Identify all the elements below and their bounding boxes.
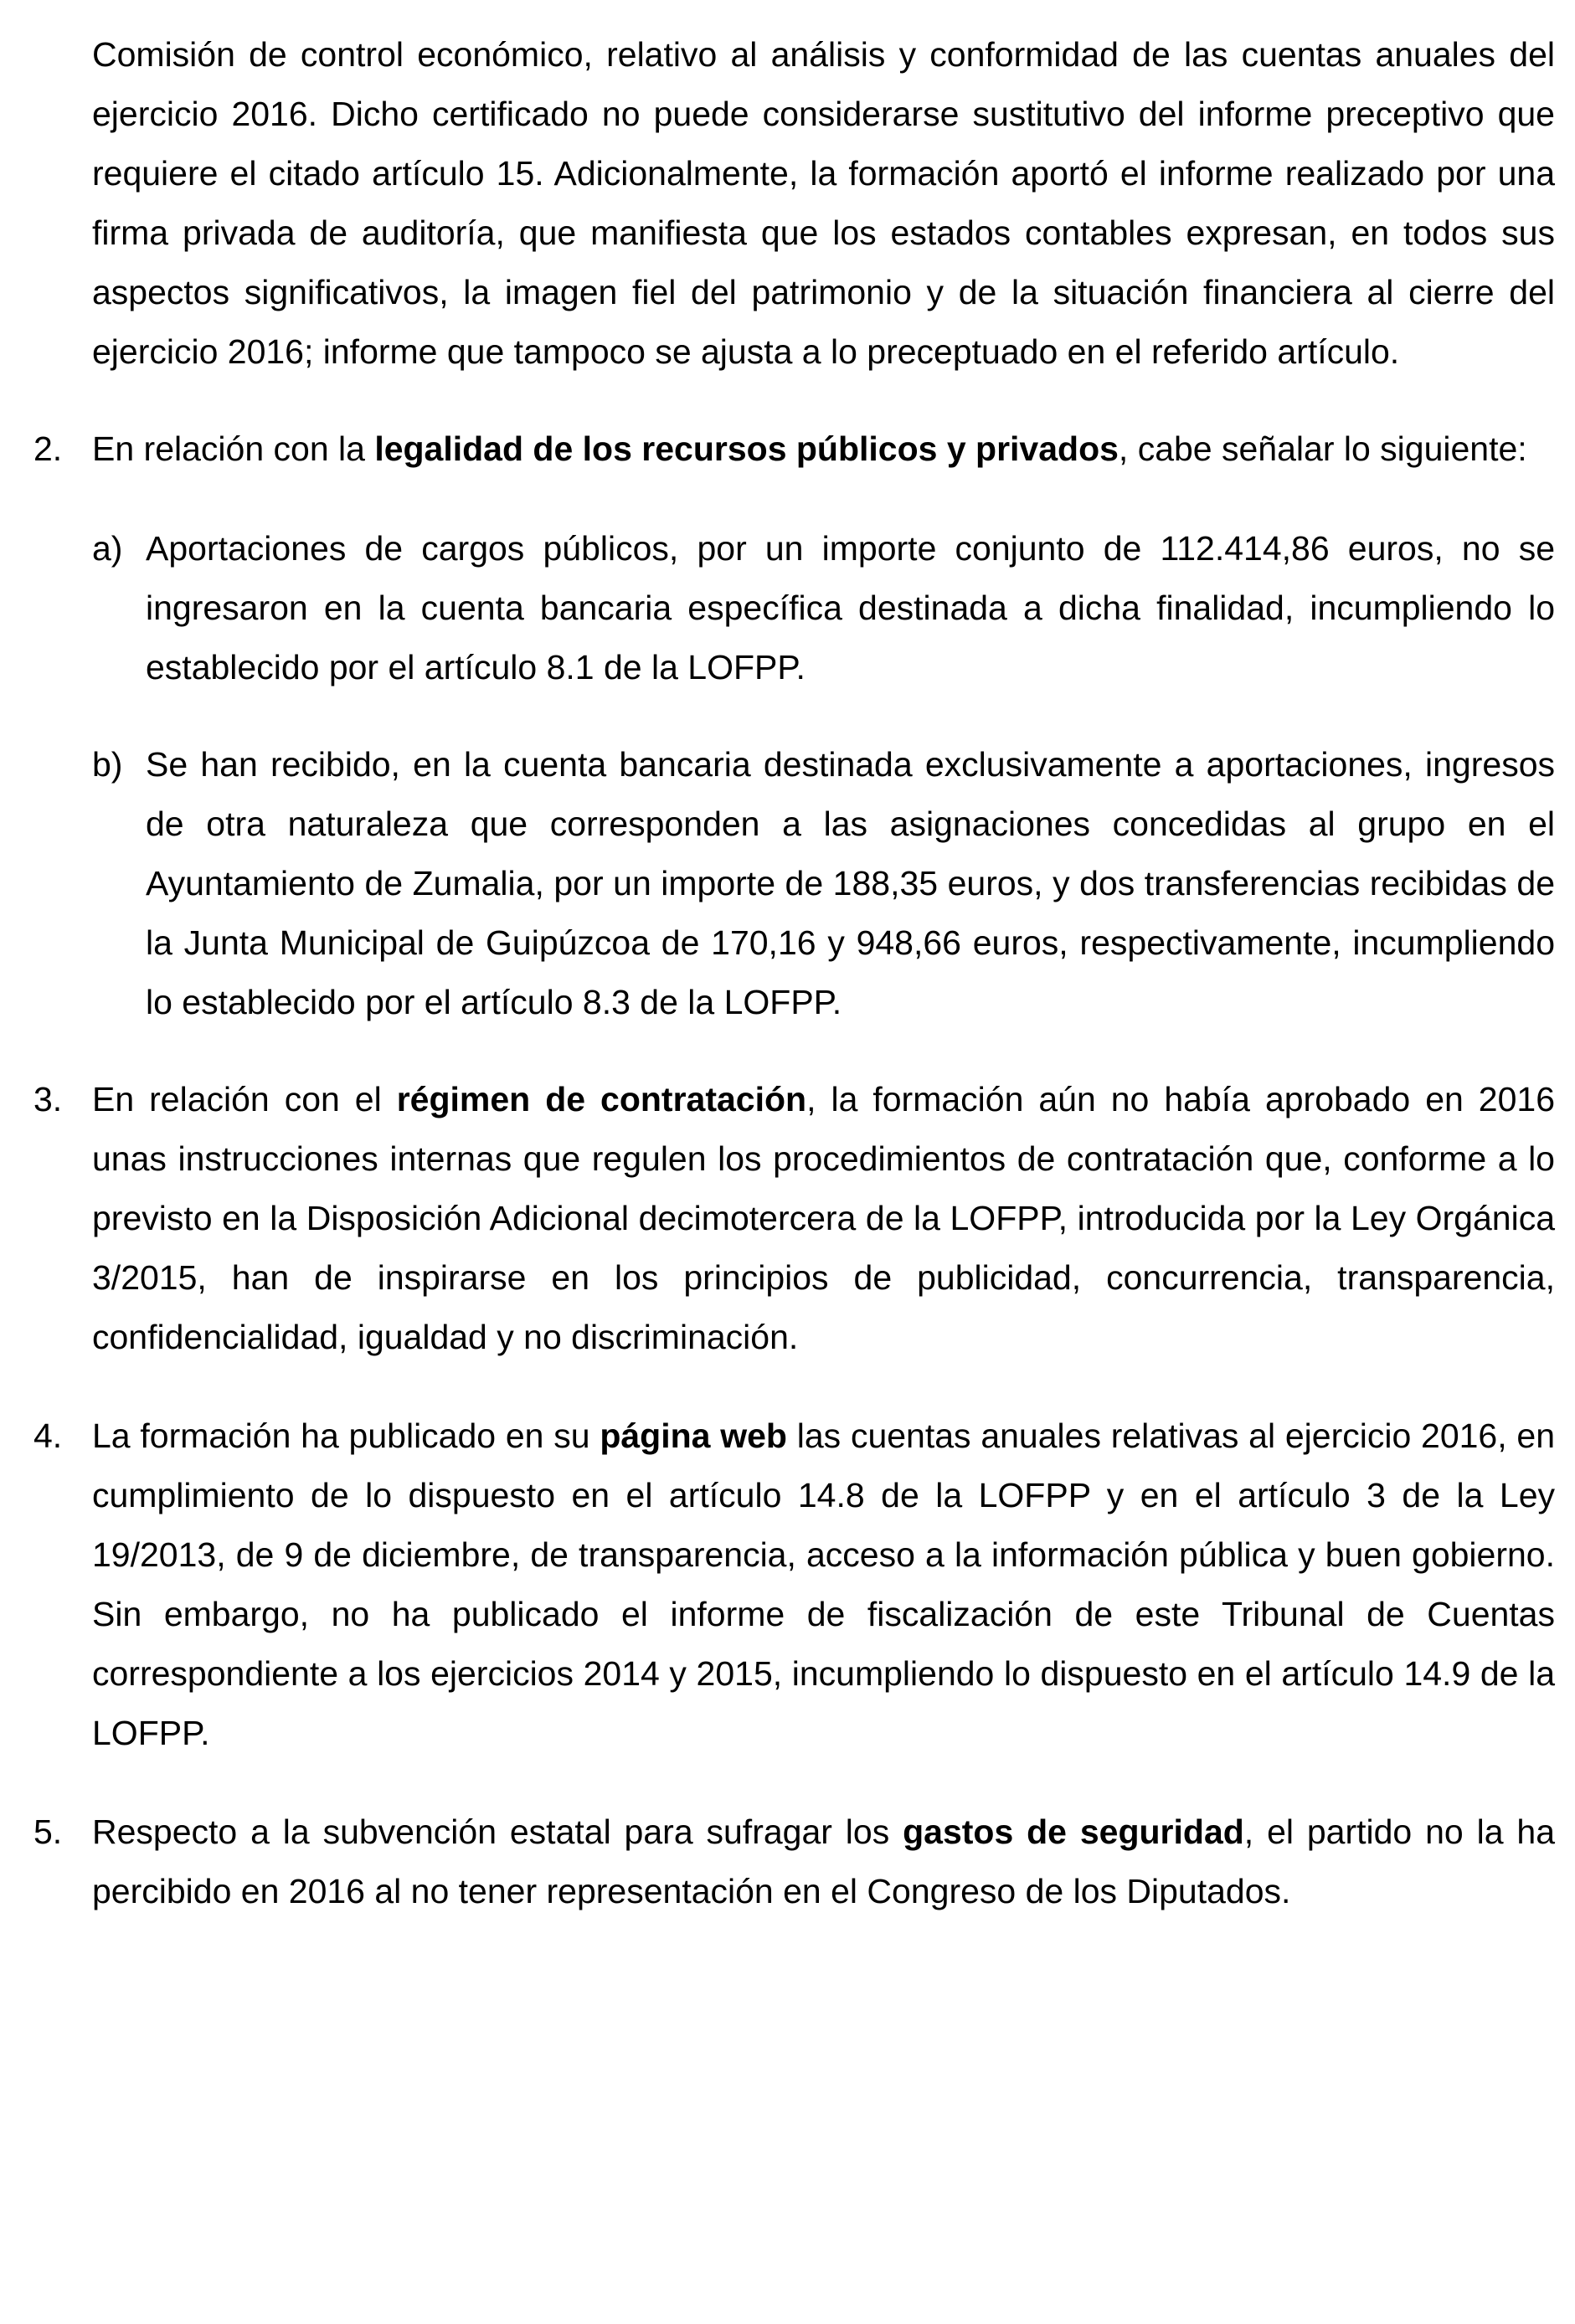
item-3-bold-phrase: régimen de contratación — [396, 1080, 807, 1118]
sub-item-a-paragraph: Aportaciones de cargos públicos, por un importe conjunto de 112.414,86 euros, no se ingresaron en la cuenta bancaria específica destinada a dicha finalidad, incumpliendo lo establecido por el artículo 8.1 de la LOFPP. — [146, 529, 1555, 686]
item-3-text-after: , la formación aún no había aprobado en 2016 unas instrucciones internas que regulen los procedimientos de contratación que, conforme a lo previsto en la Disposición Adicional decimotercera de la LOFPP, introducida por la Ley Orgánica 3/2015, han de inspirarse en los principios de publicidad, concurrencia, transparencia, confidencialidad, igualdad y no discriminación. — [92, 1080, 1556, 1356]
continuation-paragraph: Comisión de control económico, relativo al análisis y conformidad de las cuentas anuales del ejercicio 2016. Dicho certificado no puede considerarse sustitutivo del informe preceptivo que requiere el citado artículo 15. Adicionalmente, la formación aportó el informe realizado por una firma privada de auditoría, que manifiesta que los estados contables expresan, en todos sus aspectos significativos, la imagen fiel del patrimonio y de la situación financiera al cierre del ejercicio 2016; informe que tampoco se ajusta a lo preceptuado en el referido artículo. — [92, 35, 1555, 371]
item-5-paragraph — [92, 1802, 1555, 1921]
item-5-text-after: , el partido no la ha percibido en 2016 al no tener representación en el Congreso de los Diputados. — [92, 1812, 1555, 1910]
item-3-paragraph — [92, 1070, 1555, 1367]
sub-item-a-label: a) — [92, 529, 123, 568]
item-2-number: 2. — [33, 429, 63, 468]
item-2-text-after: , cabe señalar lo siguiente: — [1118, 429, 1527, 468]
item-3-text-before: En relación con el — [92, 1080, 397, 1118]
item-4-text-before: La formación ha publicado en su — [92, 1417, 600, 1455]
item-4-text-after: las cuentas anuales relativas al ejercicio 2016, en cumplimiento de lo dispuesto en el artículo 14.8 de la LOFPP y en el artículo 3 de la Ley 19/2013, de 9 de diciembre, de transparencia, acceso a la información pública y buen gobierno. Sin embargo, no ha publicado el informe de fiscalización de este Tribunal de Cuentas correspondiente a los ejercicios 2014 y 2015, incumpliendo lo dispuesto en el artículo 14.9 de la LOFPP. — [92, 1417, 1555, 1752]
item-5-bold-phrase: gastos de seguridad — [903, 1812, 1244, 1851]
sub-item-b-paragraph: Se han recibido, en la cuenta bancaria destinada exclusivamente a aportaciones, ingresos de otra naturaleza que corresponden a las asignaciones concedidas al grupo en el Ayuntamiento de Zumalia, por un importe de 188,35 euros, y dos transferencias recibidas de la Junta Municipal de Guipúzcoa de 170,16 y 948,66 euros, respectivamente, incumpliendo lo establecido por el artículo 8.3 de la LOFPP. — [146, 745, 1555, 1021]
item-4-number: 4. — [33, 1417, 63, 1455]
item-2-text-before: En relación con la — [92, 429, 375, 468]
sub-item-b-label: b) — [92, 745, 123, 784]
item-4-bold-phrase: página web — [600, 1417, 787, 1455]
item-5-text-before: Respecto a la subvención estatal para sufragar los — [92, 1812, 903, 1851]
item-4-paragraph — [92, 1406, 1555, 1763]
item-2-paragraph — [92, 419, 1555, 479]
item-5-number: 5. — [33, 1812, 63, 1851]
item-2-bold-phrase: legalidad de los recursos públicos y privados — [374, 429, 1119, 468]
item-3-number: 3. — [33, 1080, 63, 1118]
